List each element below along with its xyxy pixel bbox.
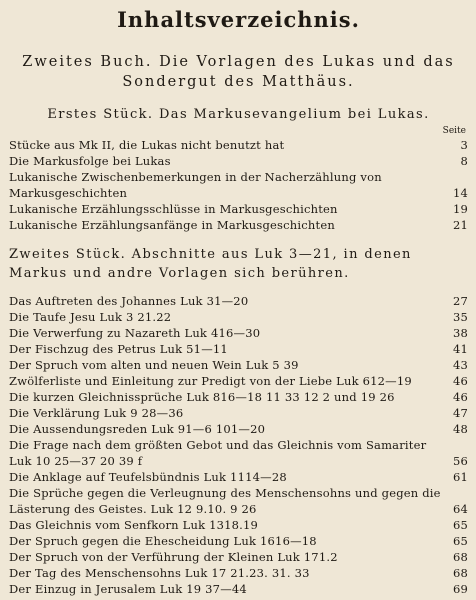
toc-entry-text: Die Verklärung Luk 9 28—36: [9, 406, 184, 420]
toc-entry-text: Die Sprüche gegen die Verleugnung des Menschensohns und gegen die Lästerung des Geistes. Luk 12 9.10. 9 26: [9, 486, 441, 516]
section-2-entries: [9, 293, 468, 597]
toc-entry-page: 65: [452, 518, 468, 532]
toc-entry[interactable]: [9, 533, 468, 549]
toc-entry-text: Zwölferliste und Einleitung zur Predigt von der Liebe Luk 612—19: [9, 374, 412, 388]
toc-entry-page: 27: [452, 294, 468, 308]
toc-entry-text: Stücke aus Mk II, die Lukas nicht benutzt hat: [9, 138, 285, 152]
toc-entry[interactable]: [9, 373, 468, 389]
page-column-label: Seite: [442, 126, 466, 136]
toc-entry-text: Die Frage nach dem größten Gebot und das Gleichnis vom Samariter Luk 10 25—37 20 39 f: [9, 438, 427, 468]
toc-entry[interactable]: [9, 341, 468, 357]
toc-entry-text: Die kurzen Gleichnissprüche Luk 816—18 11 33 12 2 und 19 26: [9, 390, 395, 404]
toc-entry[interactable]: [9, 309, 468, 325]
section-1-entries: [9, 137, 468, 233]
toc-entry[interactable]: [9, 485, 468, 517]
toc-entry-page: 64: [452, 502, 468, 516]
toc-entry[interactable]: [9, 153, 468, 169]
toc-entry-page: 41: [452, 342, 468, 356]
toc-entry-page: 21: [452, 218, 468, 232]
toc-entry[interactable]: [9, 565, 468, 581]
toc-entry-text: Der Spruch vom alten und neuen Wein Luk 5 39: [9, 358, 299, 372]
toc-entry-page: 35: [452, 310, 468, 324]
toc-entry-text: Der Tag des Menschensohns Luk 17 21.23. 31. 33: [9, 566, 310, 580]
toc-entry[interactable]: [9, 217, 468, 233]
toc-entry[interactable]: [9, 201, 468, 217]
toc-entry[interactable]: [9, 389, 468, 405]
toc-entry-page: 8: [460, 154, 468, 168]
toc-entry[interactable]: [9, 137, 468, 153]
toc-entry-text: Die Anklage auf Teufelsbündnis Luk 1114—28: [9, 470, 287, 484]
toc-entry[interactable]: [9, 405, 468, 421]
toc-entry-text: Die Aussendungsreden Luk 91—6 101—20: [9, 422, 266, 436]
toc-entry[interactable]: [9, 517, 468, 533]
toc-entry[interactable]: [9, 169, 468, 201]
toc-entry[interactable]: [9, 293, 468, 309]
toc-entry-page: 47: [452, 406, 468, 420]
toc-entry-page: 19: [452, 202, 468, 216]
toc-entry-page: 14: [452, 186, 468, 200]
book-heading: Zweites Buch. Die Vorlagen des Lukas und das Sondergut des Matthäus.: [22, 54, 455, 90]
toc-entry-text: Das Auftreten des Johannes Luk 31—20: [9, 294, 249, 308]
toc-entry-page: 38: [452, 326, 468, 340]
section-2-title: Zweites Stück. Abschnitte aus Luk 3—21, in denen Markus und andre Vorlagen sich berühren.: [9, 247, 412, 281]
toc-entry-text: Die Verwerfung zu Nazareth Luk 416—30: [9, 326, 261, 340]
toc-entry-page: 65: [452, 534, 468, 548]
toc-entry-text: Der Einzug in Jerusalem Luk 19 37—44: [9, 582, 247, 596]
toc-entry-page: 56: [452, 454, 468, 468]
toc-entry-text: Die Taufe Jesu Luk 3 21.22: [9, 310, 172, 324]
toc-entry[interactable]: [9, 325, 468, 341]
toc-entry-page: 3: [460, 138, 468, 152]
toc-entry-text: Der Spruch gegen die Ehescheidung Luk 1616—18: [9, 534, 317, 548]
toc-entry-page: 68: [452, 550, 468, 564]
toc-entry-page: 61: [452, 470, 468, 484]
toc-entry[interactable]: [9, 549, 468, 565]
page-title: Inhaltsverzeichnis.: [117, 7, 360, 32]
toc-entry-page: 68: [452, 566, 468, 580]
toc-entry[interactable]: [9, 469, 468, 485]
toc-entry[interactable]: [9, 357, 468, 373]
toc-entry[interactable]: [9, 581, 468, 597]
toc-entry-page: 69: [452, 582, 468, 596]
toc-entry-text: Lukanische Zwischenbemerkungen in der Nacherzählung von Markusgeschichten: [9, 170, 382, 200]
section-1-title: Erstes Stück. Das Markusevangelium bei Lukas.: [47, 107, 430, 122]
toc-entry-text: Lukanische Erzählungsschlüsse in Markusgeschichten: [9, 202, 338, 216]
toc-entry-text: Die Markusfolge bei Lukas: [9, 154, 171, 168]
toc-entry-page: 48: [452, 422, 468, 436]
toc-entry-text: Der Fischzug des Petrus Luk 51—11: [9, 342, 228, 356]
toc-entry-text: Lukanische Erzählungsanfänge in Markusgeschichten: [9, 218, 335, 232]
toc-entry[interactable]: [9, 437, 468, 469]
toc-entry[interactable]: [9, 421, 468, 437]
toc-entry-text: Der Spruch von der Verführung der Kleinen Luk 171.2: [9, 550, 338, 564]
toc-entry-page: 46: [452, 374, 468, 388]
toc-entry-page: 43: [452, 358, 468, 372]
toc-entry-page: 46: [452, 390, 468, 404]
toc-entry-text: Das Gleichnis vom Senfkorn Luk 1318.19: [9, 518, 259, 532]
